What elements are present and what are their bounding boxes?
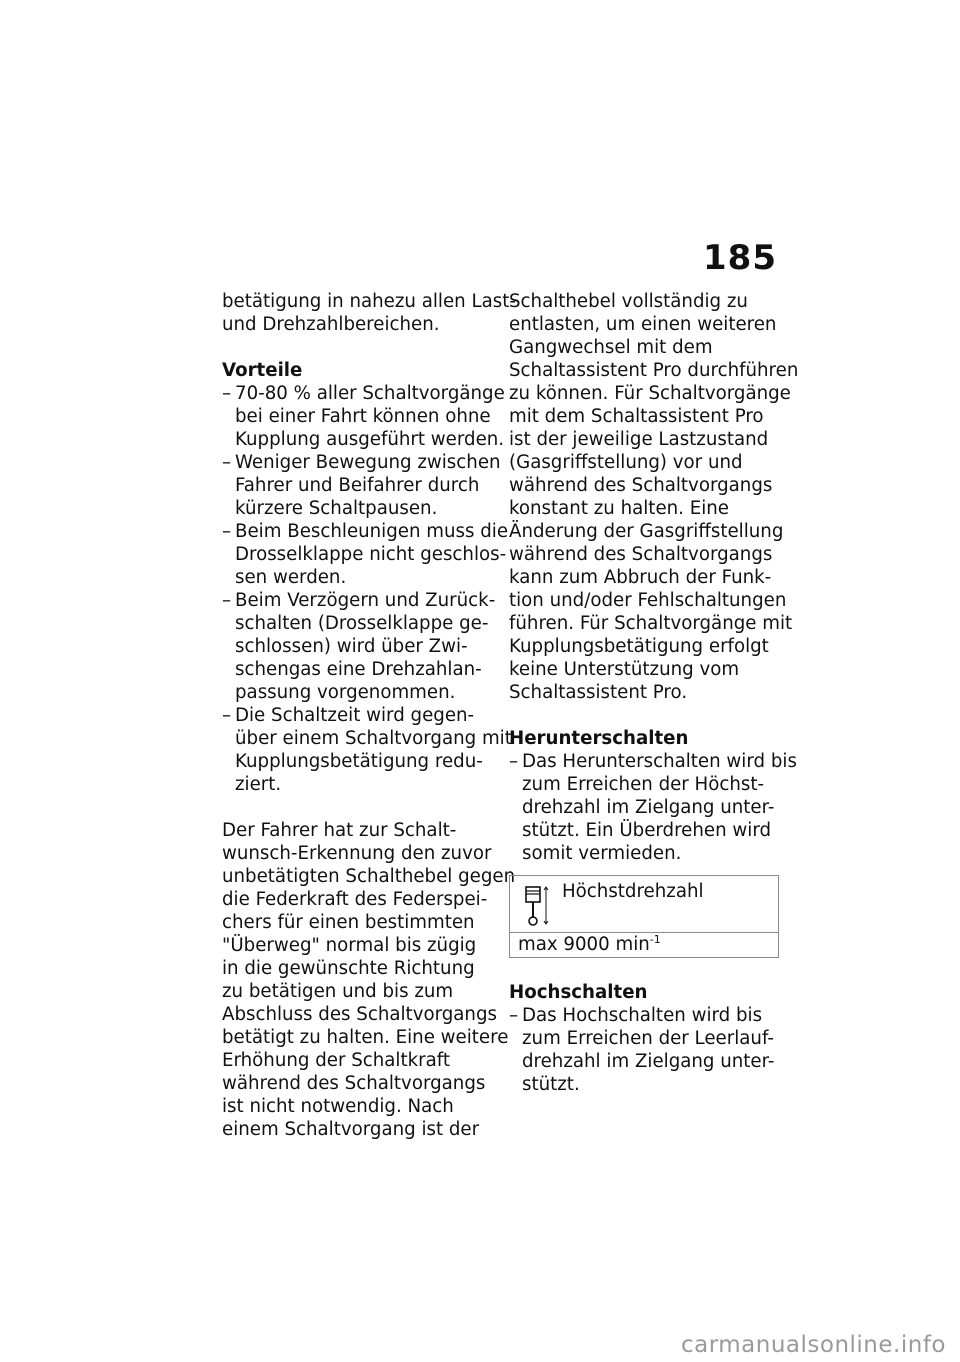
heading-hochschalten: Hochschalten xyxy=(509,982,648,1003)
list-item: – Weniger Bewegung zwischen Fahrer und Beifahrer durch kürzere Schaltpausen. xyxy=(222,451,494,520)
list-item: – Beim Beschleunigen muss die Drosselklappe nicht geschlos- sen werden. xyxy=(222,520,494,589)
left-column xyxy=(222,290,516,1141)
spec-title: Höchstdrehzahl xyxy=(562,881,704,902)
vorteile-list xyxy=(222,382,512,796)
herunterschalten-list xyxy=(509,750,797,865)
body-paragraph: Schalthebel vollständig zu entlasten, um einen weiteren Gangwechsel mit dem Schaltassistent Pro durchführen zu können. Für Schaltvorgänge mit dem Schaltassistent Pro ist der jeweilige Lastzustand (Gasgriffstellung) vor und während des Schaltvorgangs konstant zu halten. Eine Änderung der Gasgriffstellung während des Schaltvorgangs kann zum Abbruch der Funk- tion und/oder Fehlschaltungen führen. Für Schaltvorgänge mit Kupplungsbetätigung erfolgt keine Unterstützung vom Schaltassistent Pro. xyxy=(509,291,799,703)
intro-line: betätigung in nahezu allen Last- xyxy=(222,291,516,312)
list-item: – Das Herunterschalten wird bis zum Erreichen der Höchst- drehzahl im Zielgang unter- stützt. Ein Überdrehen wird somit vermieden. xyxy=(509,750,781,865)
spec-value: max 9000 $\min^{-1}$ xyxy=(518,932,661,955)
piston-icon xyxy=(520,884,552,928)
right-column xyxy=(509,290,799,1096)
watermark: carmanualsonline.info xyxy=(680,1332,946,1358)
list-item: – Beim Verzögern und Zurück- schalten (Drosselklappe ge- schlossen) wird über Zwi- schengas eine Drehzahlan- passung vorgenommen. xyxy=(222,589,494,704)
spec-header xyxy=(510,876,778,933)
intro-line: und Drehzahlbereichen. xyxy=(222,314,440,335)
heading-herunterschalten: Herunterschalten xyxy=(509,728,689,749)
hochschalten-list xyxy=(509,1004,781,1096)
spec-box xyxy=(509,875,779,958)
list-item: – Das Hochschalten wird bis zum Erreichen der Leerlauf- drehzahl im Zielgang unter- stützt. xyxy=(509,1004,781,1096)
body-paragraph: Der Fahrer hat zur Schalt- wunsch-Erkennung den zuvor unbetätigten Schalthebel gegen die Federkraft des Federspei- chers für einen bestimmten "Überweg" normal bis zügig in die gewünschte Richtung zu betätigen und bis zum Abschluss des Schaltvorgangs betätigt zu halten. Eine weitere Erhöhung der Schaltkraft während des Schaltvorgangs ist nicht notwendig. Nach einem Schaltvorgang ist der xyxy=(222,820,516,1140)
list-item: – 70-80 % aller Schaltvorgänge bei einer Fahrt können ohne Kupplung ausgeführt werden. xyxy=(222,382,494,451)
heading-vorteile: Vorteile xyxy=(222,360,303,381)
page-number: 185 xyxy=(703,238,777,278)
list-item: – Die Schaltzeit wird gegen- über einem Schaltvorgang mit Kupplungsbetätigung redu- ziert. xyxy=(222,704,494,796)
